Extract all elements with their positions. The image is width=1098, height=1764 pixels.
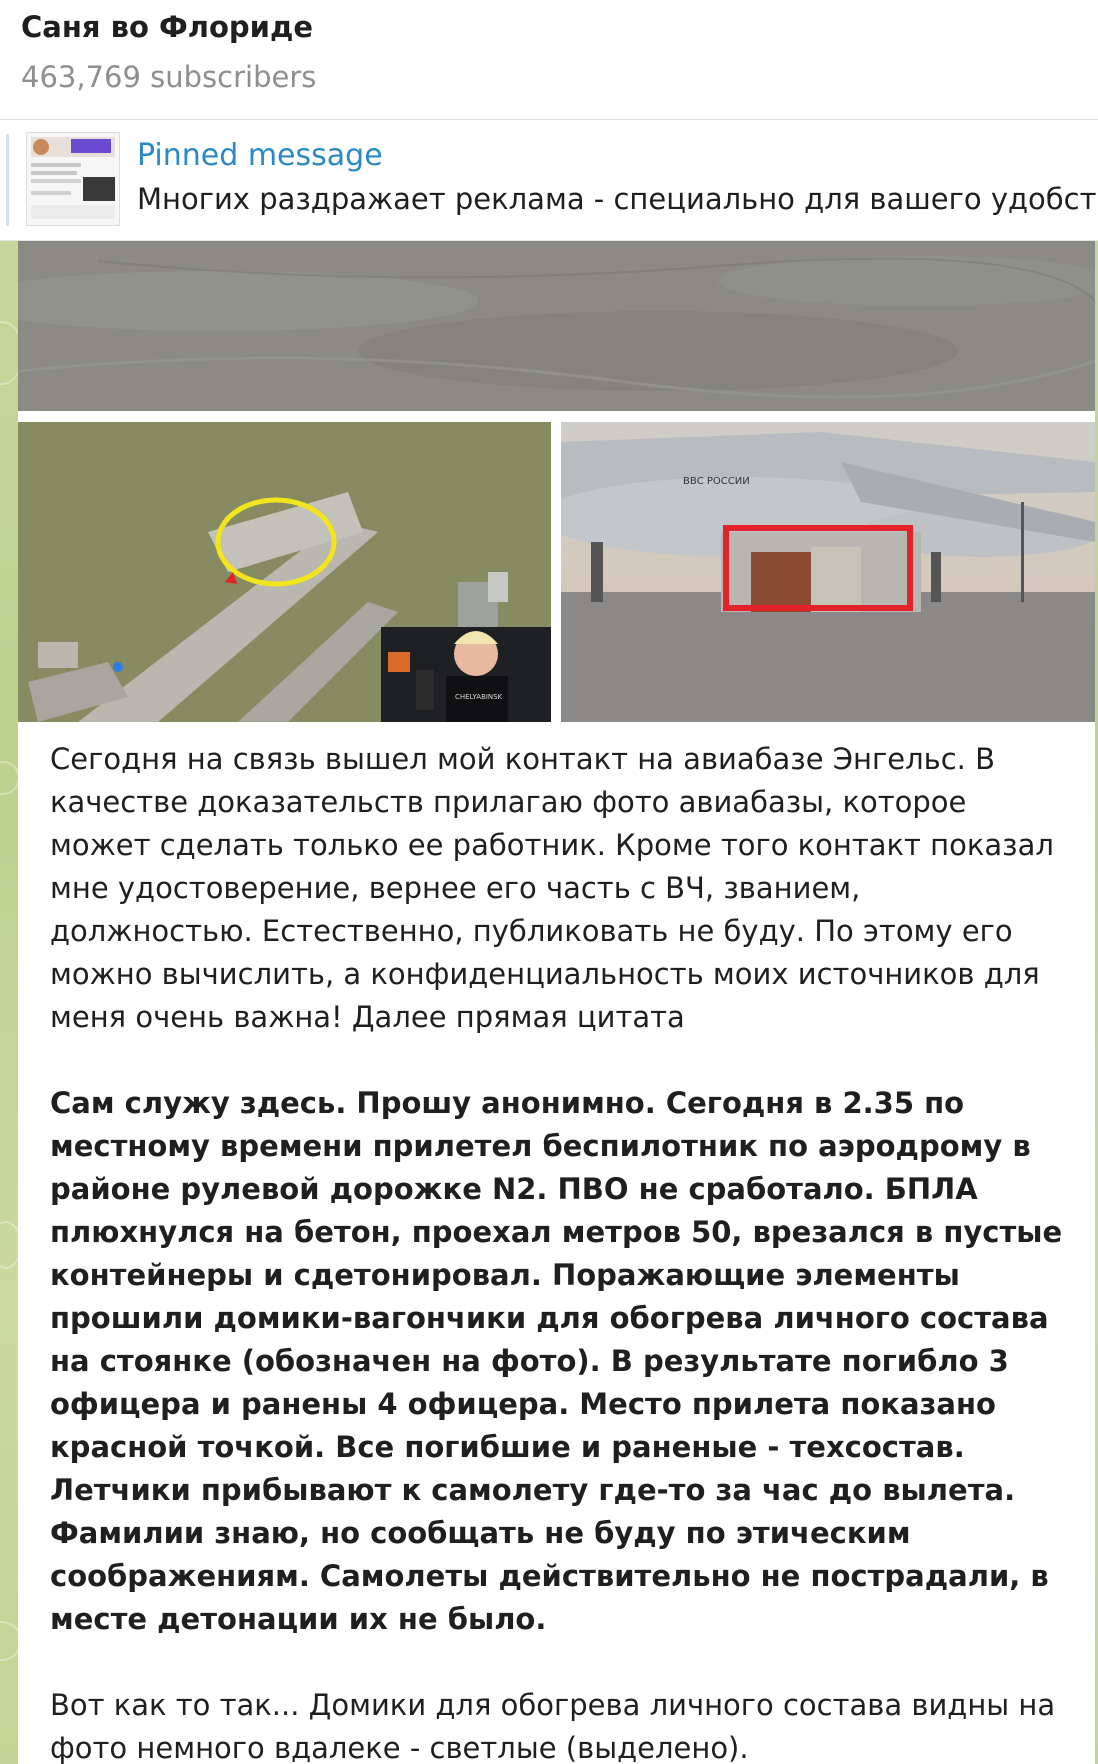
post-paragraph-conclusion: Вот как то так... Домики для обогрева личного состава видны на фото немного вдалеке - светлые (выделено). (50, 1688, 1056, 1764)
photo-divider (18, 411, 1095, 422)
thumbnail-image-icon (27, 133, 119, 225)
channel-header[interactable] (0, 0, 1098, 120)
post-paragraph-quote: Сам служу здесь. Прошу анонимно. Сегодня в 2.35 по местному времени прилетел беспилотник по аэродрому в районе рулевой дорожке N2. ПВО не сработало. БПЛА плюхнулся на бетон, проехал метров 50, врезался в пустые контейнеры и сдетонировал. Поражающие элементы прошили домики-вагончики для обогрева личного состава на стоянке (обозначен на фото). В результате погибло 3 офицера и ранены 4 офицера. Место прилета показано красной точкой. Все погибшие и раненые - техсостав. Летчики прибывают к самолету где-то за час до вылета. Фамилии знаю, но сообщать не буду по этическим соображениям. Самолеты действительно не пострадали, в месте детонации их не было. (50, 1086, 1063, 1636)
photo-tarmac[interactable] (18, 241, 1095, 411)
pinned-indicator (6, 134, 9, 226)
pinned-message-bar[interactable] (0, 120, 1098, 241)
pinned-label: Pinned message (137, 138, 383, 173)
photo-aircraft-hangar[interactable] (561, 422, 1095, 722)
aircraft-marking: ВВС РОССИИ (683, 476, 750, 487)
post-paragraph-intro: Сегодня на связь вышел мой контакт на авиабазе Энгельс. В качестве доказательств прилагаю фото авиабазы, которое может сделать только ее работник. Кроме того контакт показал мне удостоверение, вернее его часть с ВЧ, званием, должностью. Естественно, публиковать не буду. По этому его можно вычислить, а конфиденциальность моих источников для меня очень важна! Далее прямая цитата (50, 742, 1054, 1034)
photo-airbase-satellite[interactable] (18, 422, 551, 722)
channel-post[interactable] (18, 241, 1095, 1764)
post-text (50, 738, 1070, 1764)
pinned-thumbnail (26, 132, 120, 226)
subscriber-count: 463,769 subscribers (21, 60, 317, 94)
channel-title[interactable]: Саня во Флориде (21, 10, 314, 44)
shirt-caption: CHELYABINSK (455, 693, 503, 701)
pinned-text: Многих раздражает реклама - специально для вашего удобст (137, 182, 1097, 216)
